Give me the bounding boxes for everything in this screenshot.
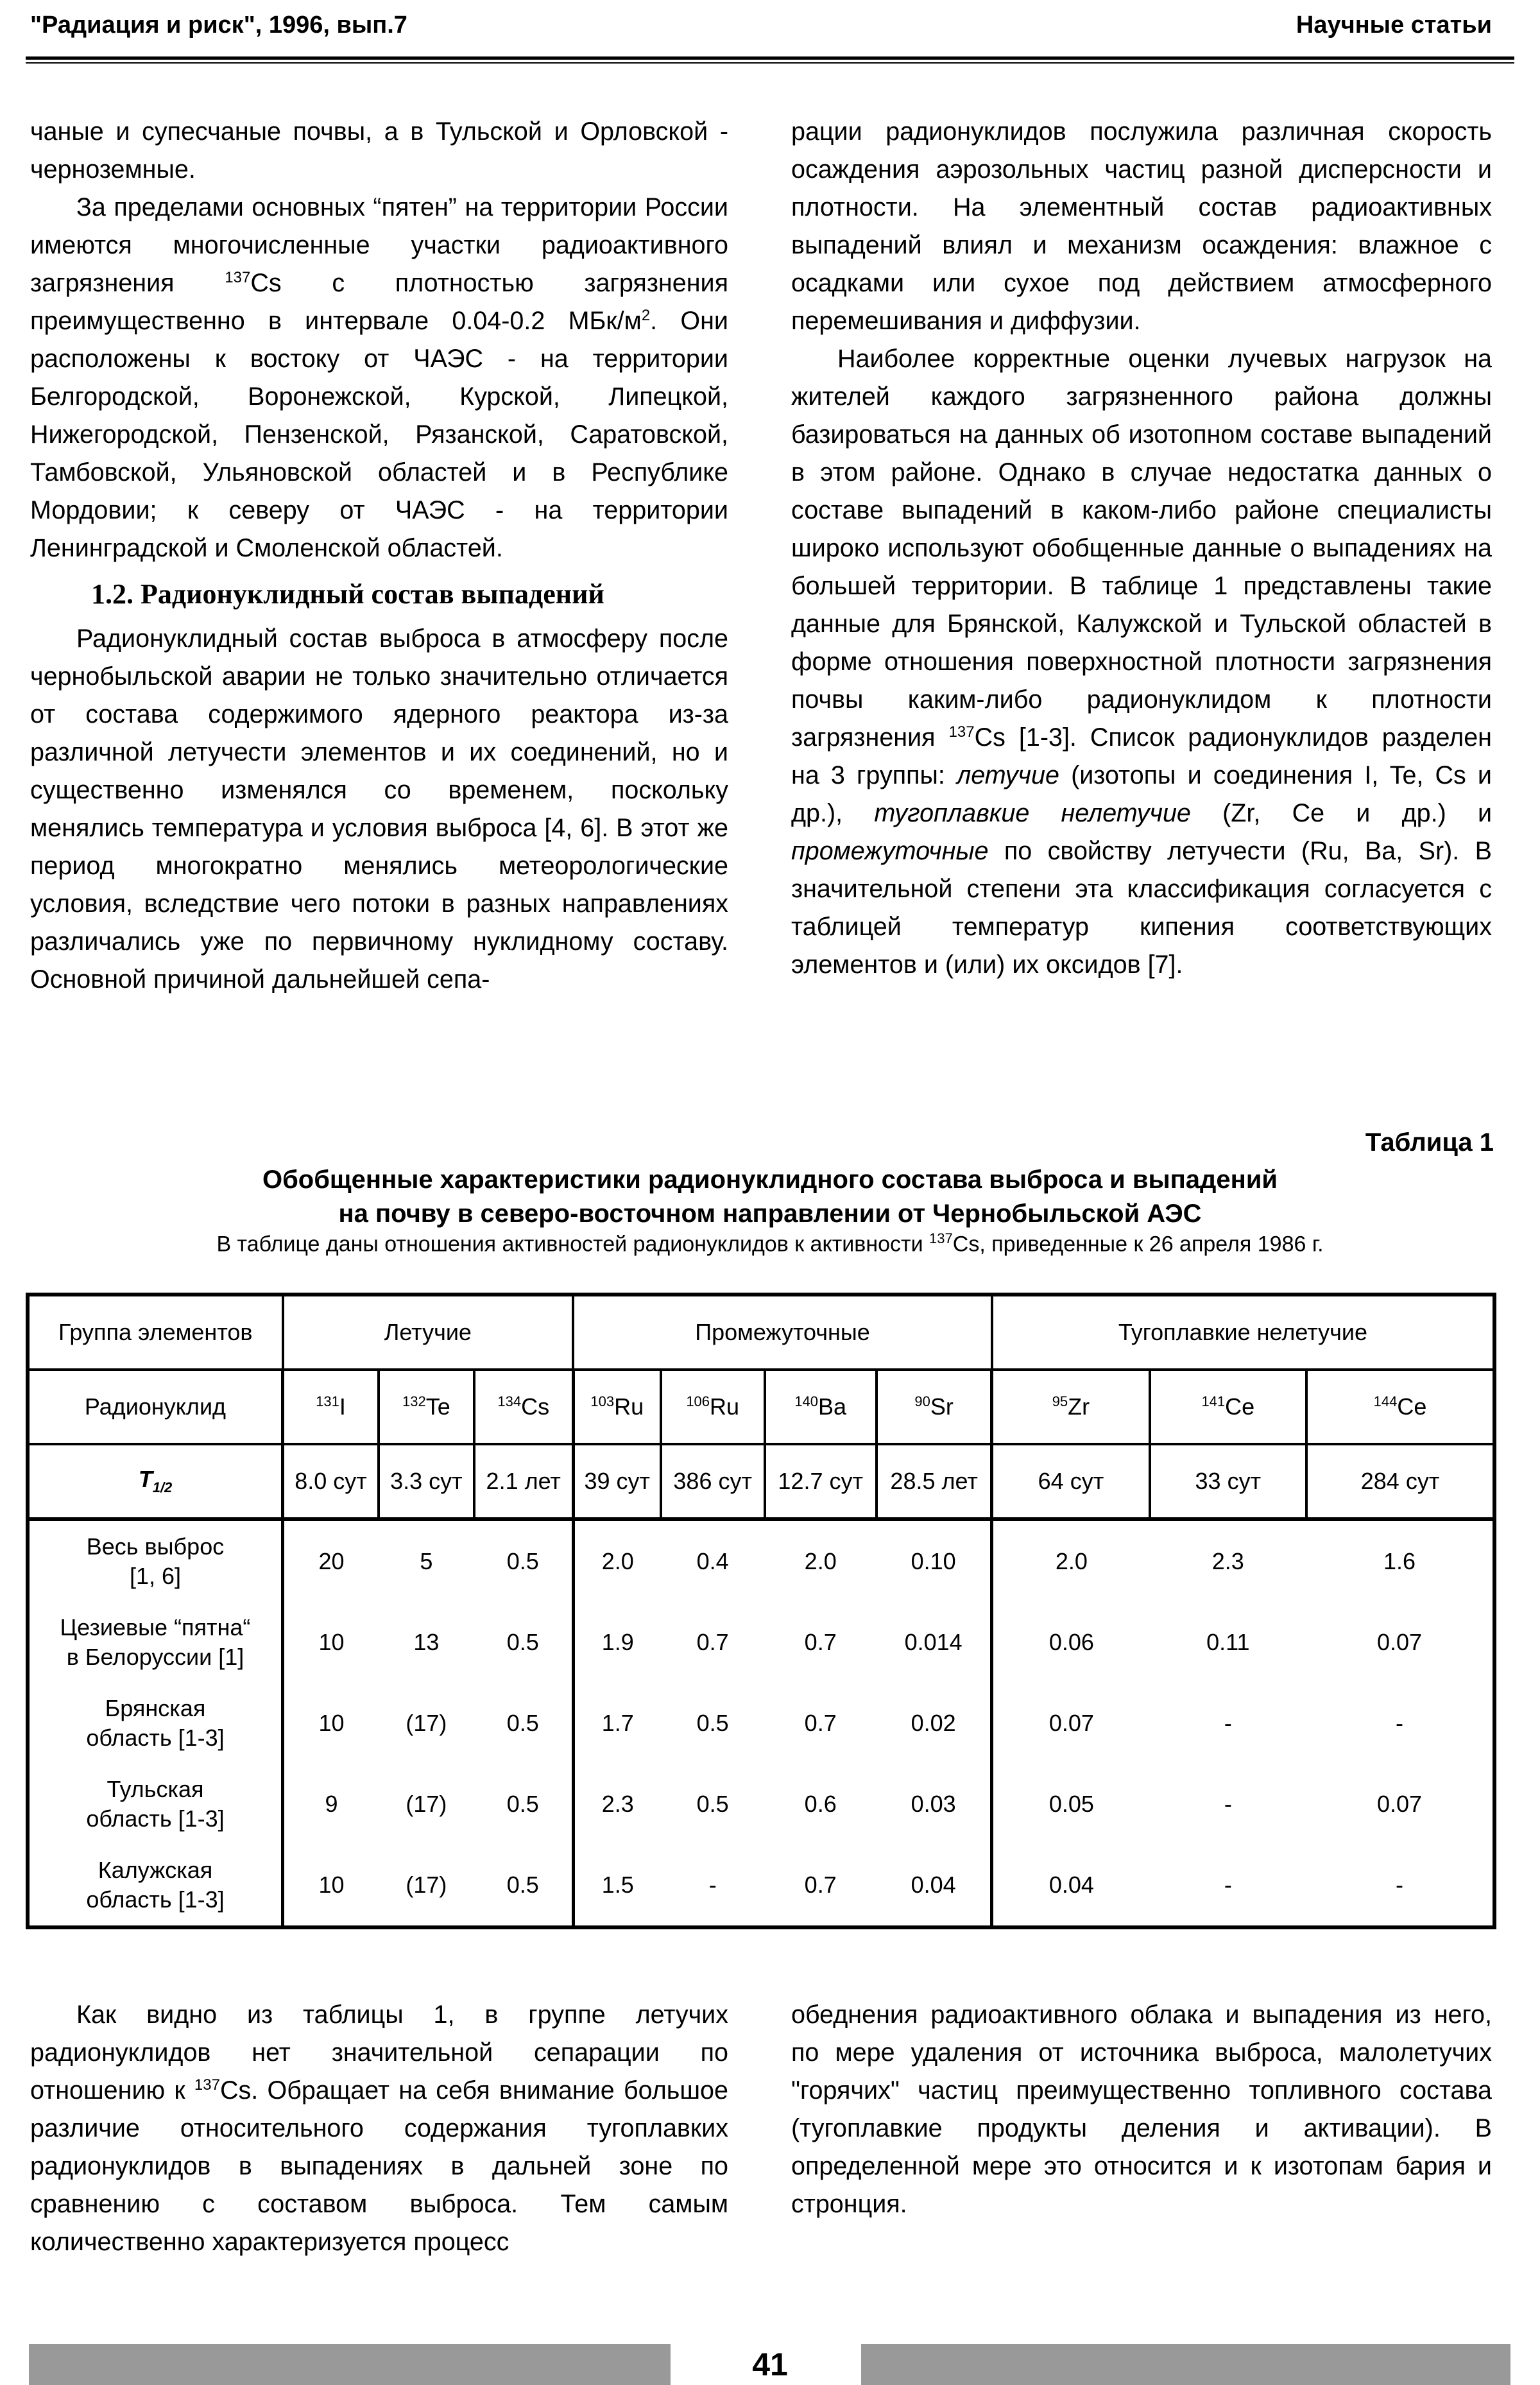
row-label-line: область [1-3] [86,1725,225,1751]
header-rule-thin [26,62,1514,64]
element-symbol: Ru [710,1393,740,1420]
text-run: Радионуклидный состав выброса в атмосферу после чернобыльской аварии не только значительно отличается от состава содержимого ядерного реактора из-за различной летучести элементов и их соединений, но и существенно изменялся со временем, поскольку менялись температура и условия выброса [4, 6]. В этот же период многократно менялись метеорологические условия, вследствие чего потоки в разных направлениях различались уже по первичному нуклидному составу. Основной причиной дальнейшей сепа- [30,624,728,994]
halflife-cell: 33 сут [1150,1444,1307,1519]
value-cell: 0.4 [661,1519,765,1602]
row-label [28,1602,283,1683]
group-header-row [28,1295,1494,1370]
paragraph [791,340,1492,984]
value-cell: 0.04 [992,1845,1150,1927]
value-cell: 0.5 [696,1710,729,1736]
halflife-cell: 2.1 лет [474,1444,573,1519]
halflife-row [28,1444,1494,1519]
value-cell: - [1224,1791,1232,1817]
mass-number: 90 [914,1393,930,1409]
nuclide-row [28,1370,1494,1444]
section-title: Научные статьи [1296,12,1492,39]
element-symbol: Zr [1068,1393,1090,1420]
text-run: чаные и супесчаные почвы, а в Тульской и Орловской - черноземные. [30,117,728,184]
journal-title: "Радиация и риск", 1996, вып.7 [30,12,407,39]
value-cell: 2.0 [573,1519,661,1602]
mass-number: 131 [316,1393,339,1409]
halflife-cell: 12.7 сут [765,1444,877,1519]
value-cell: - [1396,1710,1404,1736]
value-cell: - [708,1872,717,1898]
mass-number: 144 [1373,1393,1398,1409]
group-header: Промежуточные [573,1295,992,1370]
value-cell: 2.0 [765,1519,877,1602]
row-label-line: Брянская [105,1695,206,1721]
value-cell: 10 [318,1629,345,1655]
value-cell: (17) [406,1872,447,1898]
nuclide-cell [877,1370,992,1444]
mass-number: 103 [590,1393,615,1409]
value-cell: (17) [406,1710,447,1736]
paragraph [30,189,728,567]
footer-bar-right [861,2344,1510,2385]
value-cell: (17) [406,1791,447,1817]
element-symbol: Ce [1225,1393,1255,1420]
page-number: 41 [752,2346,788,2382]
text-run: Cs [1-3]. Список радионуклидов разделен на 3 группы: [791,723,1492,789]
row-label-line: Цезиевые “пятна“ [60,1614,251,1640]
value-cell: 10 [318,1872,345,1898]
section-heading [30,574,728,615]
value-cell: 0.07 [1377,1791,1423,1817]
italic-term: промежуточные [791,837,989,865]
table-title [0,1163,1540,1231]
table-row [28,1519,1494,1602]
value-cell: 0.11 [1206,1629,1250,1655]
halflife-cell: 8.0 сут [283,1444,379,1519]
value-cell: 2.3 [1150,1519,1307,1602]
text-run: Cs с плотностью загрязнения преимущественно в интервале 0.04-0.2 МБк/м [30,269,728,335]
value-cell: 13 [413,1629,440,1655]
superscript: 137 [225,268,251,286]
nuclide-cell [1306,1370,1494,1444]
paragraph [30,1996,728,2261]
value-cell: 0.7 [804,1710,837,1736]
row-label [28,1764,283,1845]
group-header: Тугоплавкие нелетучие [992,1295,1494,1370]
bottom-left-text [30,1996,728,2261]
text-run: Наиболее корректные оценки лучевых нагрузок на жителей каждого загрязненного района должны базироваться на данных об изотопном составе выпадений в этом районе. Однако в случае недостатка данных о составе выпадений в каком-либо районе специалисты широко используют обобщенные данные о выпадениях на большей территории. В таблице 1 представлены такие данные для Брянской, Калужской и Тульской областей в форме отношения поверхностной плотности загрязнения почвы каким-либо радионуклидом к плотности загрязнения [791,345,1492,752]
text-run: 1.2. Радионуклидный состав выпадений [91,578,604,610]
paragraph [30,620,728,999]
value-cell: 0.05 [992,1764,1150,1845]
text-run: Как видно из таблицы 1, в группе летучих радионуклидов нет значительной сепарации по отношению к [30,2001,728,2105]
element-symbol: Sr [930,1393,954,1420]
bottom-right-text [791,1996,1492,2223]
nuclide-cell [283,1370,379,1444]
row-label [28,1845,283,1927]
text-run: (Zr, Ce и др.) и [1190,799,1493,827]
subtitle-text: В таблице даны отношения активностей радионуклидов к активности [216,1232,930,1257]
mass-number: 132 [402,1393,426,1409]
subtitle-sup: 137 [929,1230,953,1246]
paragraph [791,1996,1492,2223]
value-cell: 1.6 [1306,1519,1494,1602]
mass-number: 134 [497,1393,522,1409]
value-cell: 0.5 [474,1519,573,1602]
data-table [26,1293,1496,1929]
value-cell: 20 [283,1519,379,1602]
element-symbol: Ru [614,1393,644,1420]
value-cell: 0.03 [911,1791,956,1817]
text-run: . Они расположены к востоку от ЧАЭС - на территории Белгородской, Воронежской, Курской, Липецкой, Нижегородской, Пензенской, Рязанской, Саратовской, Тамбовской, Ульяновской областей и в Республике Мордовии; к северу от ЧАЭС - на территории Ленинградской и Смоленской областей. [30,307,728,562]
header-rule [26,56,1514,60]
table-subtitle [0,1230,1540,1257]
left-column-text [30,113,728,999]
value-cell: 0.7 [804,1629,837,1655]
group-label: Группа элементов [28,1295,283,1370]
value-cell: 0.02 [911,1710,956,1736]
superscript: 137 [194,2076,220,2094]
element-symbol: Cs [521,1393,550,1420]
value-cell: 0.5 [506,1872,539,1898]
value-cell: - [1224,1872,1232,1898]
row-label-line: область [1-3] [86,1805,225,1832]
table-caption: Таблица 1 [1365,1128,1494,1157]
table-title-line: на почву в северо-восточном направлении от Чернобыльской АЭС [338,1200,1202,1228]
halflife-cell: 3.3 сут [379,1444,474,1519]
halflife-cell: 39 сут [573,1444,661,1519]
paragraph [791,113,1492,340]
row-label-line: [1, 6] [129,1563,182,1589]
footer-bar-left [29,2344,671,2385]
halflife-subscript: 1/2 [152,1479,173,1496]
halflife-label [28,1444,283,1519]
mass-number: 141 [1201,1393,1226,1409]
value-cell: 0.07 [992,1683,1150,1764]
halflife-cell: 284 сут [1306,1444,1494,1519]
row-label [28,1519,283,1602]
value-cell: 0.6 [804,1791,837,1817]
element-symbol: I [339,1393,346,1420]
halflife-cell: 28.5 лет [877,1444,992,1519]
value-cell: 1.7 [573,1683,661,1764]
value-cell: 0.07 [1377,1629,1423,1655]
element-symbol: Ce [1397,1393,1427,1420]
element-symbol: Ba [818,1393,847,1420]
superscript: 2 [641,306,651,324]
mass-number: 95 [1052,1393,1068,1409]
value-cell: 0.5 [506,1629,539,1655]
row-label-line: Тульская [107,1776,204,1802]
value-cell: 0.06 [992,1602,1150,1683]
row-label-line: Калужская [98,1857,213,1883]
text-run: (изотопы и соединения I, Te, Cs и др.), [791,761,1492,827]
value-cell: 10 [318,1710,345,1736]
nuclide-cell [474,1370,573,1444]
value-cell: 0.7 [696,1629,729,1655]
nuclide-cell [992,1370,1150,1444]
nuclide-cell [379,1370,474,1444]
text-run: рации радионуклидов послужила различная скорость осаждения аэрозольных частиц разной дисперсности и плотности. На элементный состав радиоактивных выпадений влиял и механизм осаждения: влажное с осадками или сухое под действием атмосферного перемешивания и диффузии. [791,117,1492,335]
value-cell: 1.5 [573,1845,661,1927]
right-column-text [791,113,1492,984]
group-header: Летучие [283,1295,574,1370]
value-cell: 2.3 [573,1764,661,1845]
value-cell: 1.9 [573,1602,661,1683]
row-label-line: область [1-3] [86,1886,225,1913]
text-run: по свойству летучести (Ru, Ba, Sr). В значительной степени эта классификация согласуется с таблицей температур кипения соответствующих элементов и (или) их оксидов [7]. [791,837,1492,979]
value-cell: 0.5 [506,1710,539,1736]
value-cell: 0.7 [804,1872,837,1898]
value-cell: 0.04 [911,1872,956,1898]
subtitle-text: Cs, приведенные к 26 апреля 1986 г. [952,1232,1324,1257]
value-cell: 0.5 [696,1791,729,1817]
value-cell: 9 [325,1791,338,1817]
value-cell: - [1396,1872,1404,1898]
italic-term: летучие [956,761,1059,789]
table-row [28,1845,1494,1927]
table-row [28,1764,1494,1845]
row-label [28,1683,283,1764]
value-cell: 2.0 [992,1519,1150,1602]
value-cell: 0.5 [506,1791,539,1817]
value-cell: - [1224,1710,1232,1736]
nuclide-cell [573,1370,661,1444]
nuclide-cell [661,1370,765,1444]
nuclide-label: Радионуклид [28,1370,283,1444]
text-run: Cs. Обращает на себя внимание большое различие относительного содержания тугоплавких радионуклидов в выпадениях в дальней зоне по сравнению с составом выброса. Тем самым количественно характеризуется процесс [30,2076,728,2256]
mass-number: 140 [794,1393,819,1409]
halflife-cell: 64 сут [992,1444,1150,1519]
row-label-line: в Белоруссии [1] [66,1644,244,1670]
nuclide-cell [765,1370,877,1444]
italic-term: тугоплавкие нелетучие [874,799,1191,827]
paragraph [30,113,728,189]
element-symbol: Te [425,1393,450,1420]
nuclide-cell [1150,1370,1307,1444]
halflife-cell: 386 сут [661,1444,765,1519]
table-title-line: Обобщенные характеристики радионуклидного состава выброса и выпадений [262,1166,1278,1194]
value-cell: 0.014 [904,1629,963,1655]
halflife-symbol: T [138,1466,153,1493]
row-label-line: Весь выброс [86,1533,225,1560]
text-run: За пределами основных “пятен” на территории России имеются многочисленные участки радиоактивного загрязнения [30,193,728,297]
superscript: 137 [948,723,975,741]
value-cell: 0.10 [877,1519,992,1602]
table-row [28,1683,1494,1764]
mass-number: 106 [686,1393,710,1409]
text-run: обеднения радиоактивного облака и выпадения из него, по мере удаления от источника выброса, малолетучих "горячих" частиц преимущественно топливного состава (тугоплавкие продукты деления и активации). В определенной мере это относится и к изотопам бария и стронция. [791,2001,1492,2218]
value-cell: 5 [379,1519,474,1602]
table-row [28,1602,1494,1683]
